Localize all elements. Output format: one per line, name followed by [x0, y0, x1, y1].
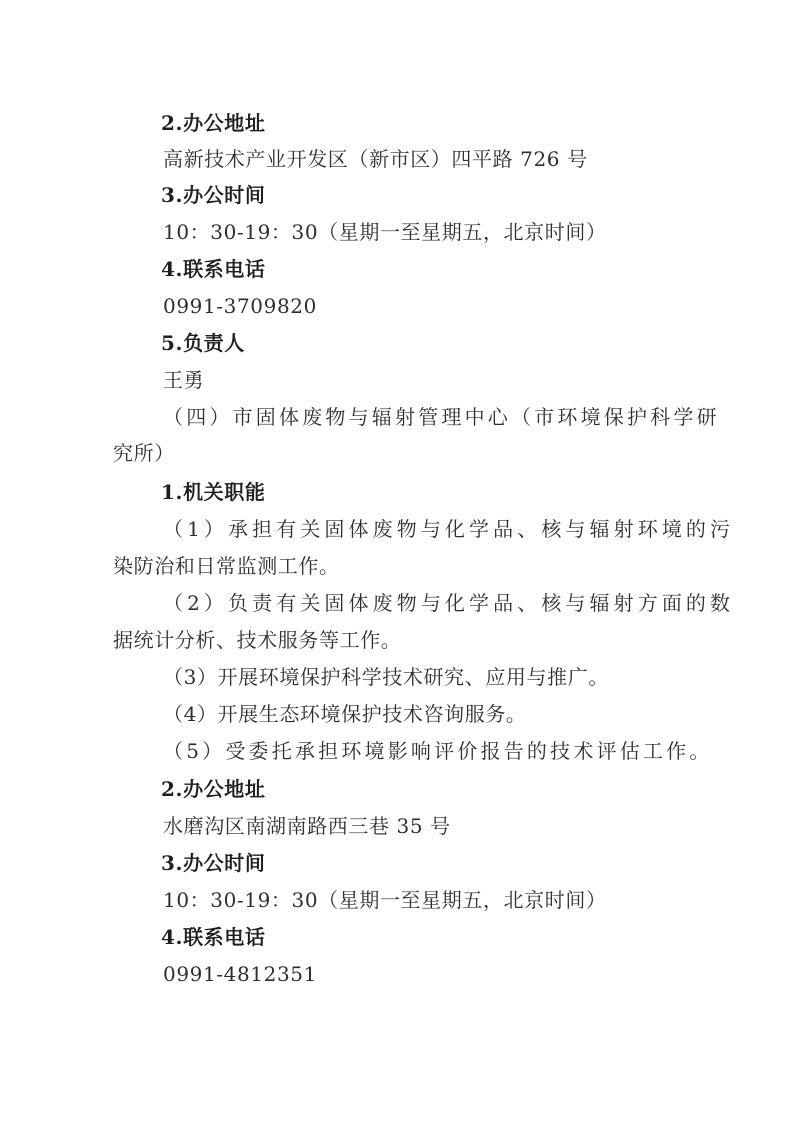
responsible-person-name: 王勇	[163, 368, 205, 392]
function-5: （5）受委托承担环境影响评价报告的技术评估工作。	[163, 739, 713, 763]
office-address-1: 高新技术产业开发区（新市区）四平路 726 号	[163, 147, 588, 171]
function-4: （4）开展生态环境保护技术咨询服务。	[163, 702, 527, 726]
section-heading-phone-2: 4.联系电话	[161, 925, 266, 949]
section-heading-office-hours-2: 3.办公时间	[161, 851, 266, 875]
office-hours-2: 10：30-19：30（星期一至星期五，北京时间）	[163, 888, 607, 912]
section-heading-office-hours-1: 3.办公时间	[161, 183, 266, 207]
office-hours-1: 10：30-19：30（星期一至星期五，北京时间）	[163, 220, 607, 244]
section-heading-office-address-1: 2.办公地址	[161, 111, 266, 135]
section-heading-responsible-person: 5.负责人	[161, 331, 245, 355]
section-heading-phone-1: 4.联系电话	[161, 257, 266, 281]
function-1-line-1: （1）承担有关固体废物与化学品、核与辐射环境的污	[163, 517, 735, 541]
phone-number-1: 0991-3709820	[163, 294, 317, 318]
office-address-2: 水磨沟区南湖南路西三巷 35 号	[163, 814, 451, 838]
section-heading-office-address-2: 2.办公地址	[161, 777, 266, 801]
function-1-line-2: 染防治和日常监测工作。	[113, 554, 340, 578]
function-2-line-1: （2）负责有关固体废物与化学品、核与辐射方面的数	[163, 591, 735, 615]
function-3: （3）开展环境保护科学技术研究、应用与推广。	[163, 665, 609, 689]
section-heading-functions: 1.机关职能	[161, 480, 266, 504]
organization-title-line-1: （四）市固体废物与辐射管理中心（市环境保护科学研	[163, 405, 720, 429]
function-2-line-2: 据统计分析、技术服务等工作。	[113, 628, 402, 652]
phone-number-2: 0991-4812351	[163, 962, 317, 986]
organization-title-line-2: 究所）	[113, 441, 175, 465]
